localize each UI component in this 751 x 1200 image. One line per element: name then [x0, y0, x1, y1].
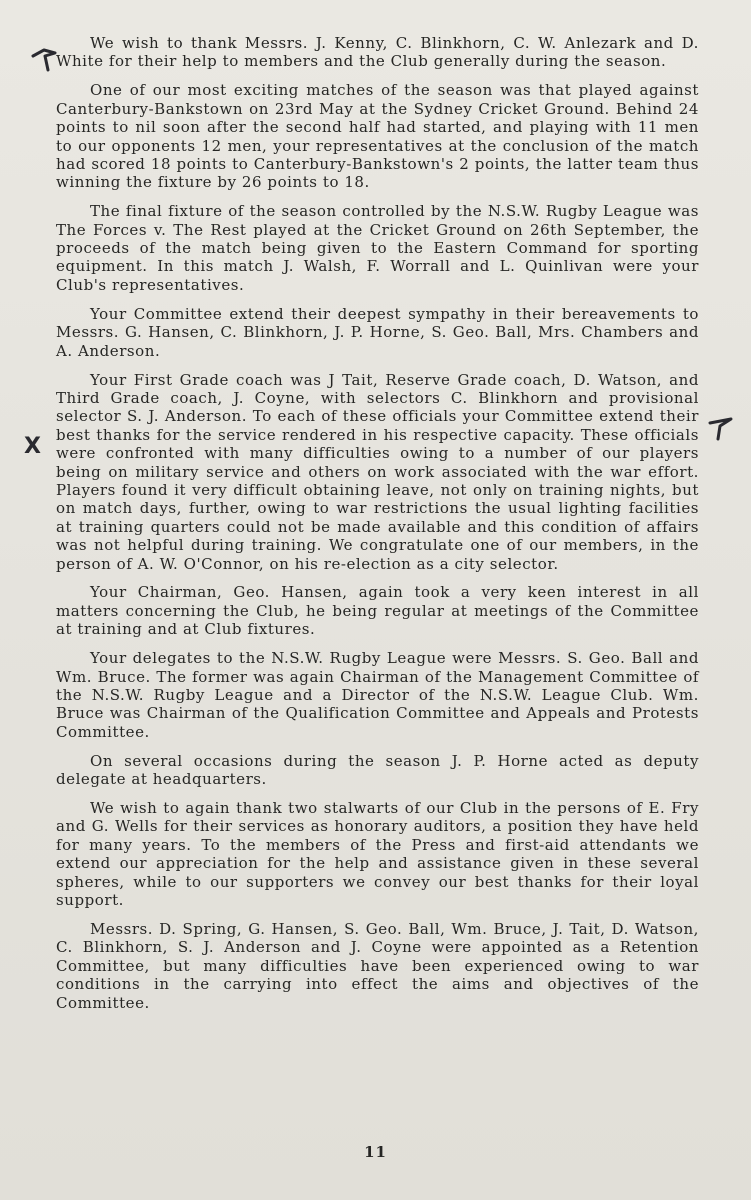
page-number: 11 [364, 1143, 387, 1161]
document-body [56, 34, 699, 1023]
handwritten-tick-mark-icon [707, 414, 735, 442]
paragraph-sympathy: Your Committee extend their deepest sympathy in their bereavements to Messrs. G. Hansen, C. Blinkhorn, J. P. Horne, S. Geo. Ball, Mrs. Chambers and A. Anderson. [56, 304, 699, 360]
paragraph-final-fixture: The final fixture of the season controlled by the N.S.W. Rugby League was The Forces v. The Rest played at the Cricket Ground on 26th September, the proceeds of the match being given to the Eastern Command for sporting equipment. In this match J. Walsh, F. Worrall and L. Quinlivan were your Club's representatives. [56, 202, 699, 294]
handwritten-tick-mark-icon [30, 44, 58, 72]
paragraph-coaches: Your First Grade coach was J Tait, Reserve Grade coach, D. Watson, and Third Grade coach, J. Coyne, with selectors C. Blinkhorn and provisional selector S. J. Anderson. To each of these officials your Committee extend their best thanks for the service rendered in his respective capacity. These officials were confronted with many difficulties owing to a number of our players being on military service and others on work associated with the war effort. Players found it very difficult obtaining leave, not only on training nights, but on match days, further, owing to war restrictions the usual lighting facilities at training quarters could not be made available and this condition of affairs was not helpful during training. We congratulate one of our members, in the person of A. W. O'Connor, on his re-election as a city selector. [56, 370, 699, 573]
paragraph-delegates: Your delegates to the N.S.W. Rugby League were Messrs. S. Geo. Ball and Wm. Bruce. The former was again Chairman of the Management Committee of the N.S.W. Rugby League and a Director of the N.S.W. League Club. Wm. Bruce was Chairman of the Qualification Committee and Appeals and Protests Committee. [56, 649, 699, 741]
paragraph-chairman: Your Chairman, Geo. Hansen, again took a very keen interest in all matters concerning the Club, he being regular at meetings of the Committee at training and at Club fixtures. [56, 583, 699, 639]
paragraph-deputy-delegate: On several occasions during the season J. P. Horne acted as deputy delegate at headquarters. [56, 751, 699, 789]
paragraph-retention-committee: Messrs. D. Spring, G. Hansen, S. Geo. Ball, Wm. Bruce, J. Tait, D. Watson, C. Blinkhorn, S. J. Anderson and J. Coyne were appointed as a Retention Committee, but many difficulties have been experienced owing to war conditions in the carrying into effect the aims and objectives of the Committee. [56, 919, 699, 1012]
paragraph-auditors-press: We wish to again thank two stalwarts of our Club in the persons of E. Fry and G. Wells for their services as honorary auditors, a position they have held for many years. To the members of the Press and first-aid attendants we extend our appreciation for the help and assistance given in these several spheres, while to our supporters we convey our best thanks for their loyal support. [56, 799, 699, 910]
paragraph-canterbury-match: One of our most exciting matches of the season was that played against Canterbury-Bankstown on 23rd May at the Sydney Cricket Ground. Behind 24 points to nil soon after the second half had started, and playing with 11 men to our opponents 12 men, your representatives at the conclusion of the match had scored 18 points to Canterbury-Bankstown's 2 points, the latter team thus winning the fixture by 26 points to 18. [56, 81, 699, 192]
paragraph-thanks-helpers: We wish to thank Messrs. J. Kenny, C. Blinkhorn, C. W. Anlezark and D. White for their help to members and the Club generally during the season. [56, 34, 699, 71]
handwritten-cross-mark: X [24, 434, 41, 459]
